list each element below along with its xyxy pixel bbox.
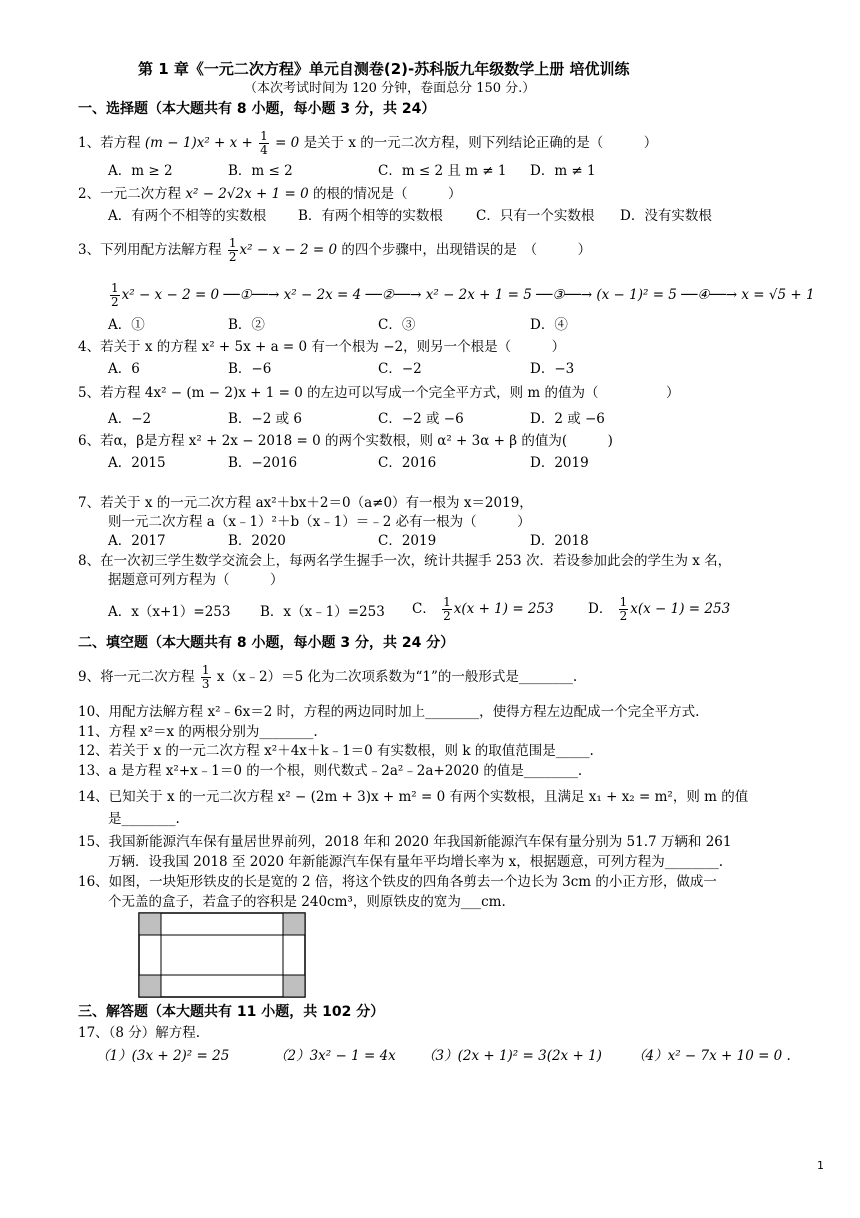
q2-equation: x² − 2√2x + 1 = 0 bbox=[185, 186, 309, 202]
question-5: 5、若方程 4x² − (m − 2)x + 1 = 0 的左边可以写成一个完全平方式，则 m 的值为（ ） bbox=[78, 385, 680, 401]
q1-option-d[interactable]: D．m ≠ 1 bbox=[530, 163, 596, 179]
question-3 bbox=[78, 237, 591, 264]
q3-option-d[interactable]: D．④ bbox=[530, 317, 568, 333]
q2-suffix: 的根的情况是（ ） bbox=[312, 186, 462, 202]
question-8-line-2: 据题意可列方程为（ ） bbox=[108, 572, 284, 588]
question-6: 6、若α，β是方程 x² + 2x − 2018 = 0 的两个实数根，则 α² + 3α + β 的值为( ) bbox=[78, 433, 613, 449]
q9-fraction: $\frac{1}{3}$ bbox=[201, 663, 210, 691]
q9-suffix: x（x﹣2）＝5 化为二次项系数为“1”的一般形式是________. bbox=[216, 669, 578, 685]
q17-part-4: （4）x² − 7x + 10 = 0 . bbox=[632, 1048, 791, 1064]
q7-option-b[interactable]: B．2020 bbox=[228, 533, 286, 549]
q2-option-c[interactable]: C．只有一个实数根 bbox=[476, 208, 595, 224]
q4-option-b[interactable]: B．−6 bbox=[228, 361, 272, 377]
q3-equation: $\frac{1}{2}$ x² − x − 2 = 0 bbox=[228, 236, 338, 264]
q8-option-c[interactable] bbox=[412, 596, 554, 623]
q8-option-d-label: D． bbox=[588, 601, 613, 617]
sheet-outline bbox=[139, 913, 305, 997]
section-heading-fill: 二、填空题（本大题共有 8 小题，每小题 3 分，共 24 分） bbox=[78, 635, 455, 651]
q6-option-a[interactable]: A．2015 bbox=[108, 455, 166, 471]
q1-option-c[interactable]: C．m ≤ 2 且 m ≠ 1 bbox=[378, 163, 507, 179]
question-4: 4、若关于 x 的方程 x² + 5x + a = 0 有一个根为 −2，则另一个根是（ ） bbox=[78, 339, 566, 355]
q2-option-b[interactable]: B．有两个相等的实数根 bbox=[298, 208, 443, 224]
question-16-line-1: 16、如图，一块矩形铁皮的长是宽的 2 倍，将这个铁皮的四角各剪去一个边长为 3cm 的小正方形，做成一 bbox=[78, 874, 717, 890]
section-heading-solve: 三、解答题（本大题共有 11 小题，共 102 分） bbox=[78, 1004, 385, 1020]
q16-sheet-figure bbox=[138, 912, 306, 998]
q2-option-a[interactable]: A．有两个不相等的实数根 bbox=[108, 208, 267, 224]
q2-prefix: 2、一元二次方程 bbox=[78, 186, 182, 202]
question-12: 12、若关于 x 的一元二次方程 x²＋4x＋k﹣1＝0 有实数根，则 k 的取值范围是_____. bbox=[78, 743, 594, 759]
question-9 bbox=[78, 664, 577, 691]
q6-option-b[interactable]: B．−2016 bbox=[228, 455, 298, 471]
q3-suffix: 的四个步骤中，出现错误的是 （ ） bbox=[341, 242, 592, 258]
question-7-line-1: 7、若关于 x 的一元二次方程 ax²＋bx＋2＝0（a≠0）有一根为 x＝2019， bbox=[78, 495, 533, 511]
q17-part-2: （2）3x² − 1 = 4x bbox=[274, 1048, 396, 1064]
question-14-line-1: 14、已知关于 x 的一元二次方程 x² − (2m + 3)x + m² = 0 有两个实数根，且满足 x₁ + x₂ = m²，则 m 的值 bbox=[78, 789, 749, 805]
q8-option-a[interactable]: A．x（x+1）=253 bbox=[108, 604, 231, 620]
q8-option-b[interactable]: B．x（x﹣1）=253 bbox=[260, 604, 385, 620]
question-8-line-1: 8、在一次初三学生数学交流会上，每两名学生握手一次，统计共握手 253 次．若设参加此会的学生为 x 名， bbox=[78, 553, 732, 569]
section-heading-choice: 一、选择题（本大题共有 8 小题，每小题 3 分，共 24） bbox=[78, 101, 436, 117]
q5-option-c[interactable]: C．−2 或 −6 bbox=[378, 411, 464, 427]
q2-option-d[interactable]: D．没有实数根 bbox=[620, 208, 712, 224]
question-11: 11、方程 x²＝x 的两根分别为________. bbox=[78, 724, 318, 740]
question-17-heading: 17、（8 分）解方程. bbox=[78, 1025, 201, 1041]
q4-option-c[interactable]: C．−2 bbox=[378, 361, 422, 377]
corner-square-bottom-right bbox=[283, 975, 305, 997]
q3-option-c[interactable]: C．③ bbox=[378, 317, 416, 333]
q1-prefix: 1、若方程 bbox=[78, 135, 141, 151]
question-15-line-2: 万辆．设我国 2018 至 2020 年新能源汽车保有量年平均增长率为 x，根据题意，可列方程为________. bbox=[108, 854, 724, 870]
corner-square-top-right bbox=[283, 913, 305, 935]
question-7-line-2: 则一元二次方程 a（x﹣1）²＋b（x﹣1）＝﹣2 必有一根为（ ） bbox=[108, 514, 531, 530]
document-title: 第 1 章《一元二次方程》单元自测卷(2)-苏科版九年级数学上册 培优训练 bbox=[138, 60, 630, 78]
q6-option-d[interactable]: D．2019 bbox=[530, 455, 589, 471]
q3-option-a[interactable]: A．① bbox=[108, 317, 145, 333]
q6-option-c[interactable]: C．2016 bbox=[378, 455, 437, 471]
question-2 bbox=[78, 185, 461, 203]
q5-option-d[interactable]: D．2 或 −6 bbox=[530, 411, 605, 427]
q1-equation: (m − 1)x² + x + $\frac{1}{4}$ = 0 bbox=[144, 129, 300, 157]
q17-part-3: （3）(2x + 1)² = 3(2x + 1) bbox=[422, 1048, 602, 1064]
q3-steps-text: x² − x − 2 = 0 ──①──→ x² − 2x = 4 ──②──→ x² − 2x + 1 = 5 ──③──→ (x − 1)² = 5 ──④──→ x = √5 + 1 bbox=[121, 287, 815, 303]
q8-option-c-equation: $\frac{1}{2}$ x(x + 1) = 253 bbox=[443, 595, 554, 623]
document-subtitle: （本次考试时间为 120 分钟，卷面总分 150 分.） bbox=[244, 81, 536, 96]
q5-option-b[interactable]: B．−2 或 6 bbox=[228, 411, 302, 427]
q4-option-d[interactable]: D．−3 bbox=[530, 361, 575, 377]
q9-prefix: 9、将一元二次方程 bbox=[78, 669, 195, 685]
corner-square-top-left bbox=[139, 913, 161, 935]
q8-option-d[interactable] bbox=[588, 596, 730, 623]
q3-steps: $\frac{1}{2}$ x² − x − 2 = 0 ──①──→ x² − 2x = 4 ──②──→ x² − 2x + 1 = 5 ──③──→ (x − 1)² = 5 ──④──→ x = √5 + 1 bbox=[111, 281, 815, 309]
question-15-line-1: 15、我国新能源汽车保有量居世界前列，2018 年和 2020 年我国新能源汽车保有量分别为 51.7 万辆和 261 bbox=[78, 834, 732, 850]
q1-option-b[interactable]: B．m ≤ 2 bbox=[228, 163, 293, 179]
q4-option-a[interactable]: A．6 bbox=[108, 361, 140, 377]
q8-option-c-label: C． bbox=[412, 601, 436, 617]
question-10: 10、用配方法解方程 x²﹣6x＝2 时，方程的两边同时加上________，使得方程左边配成一个完全平方式. bbox=[78, 704, 700, 720]
question-16-line-2: 个无盖的盒子，若盒子的容积是 240cm³，则原铁皮的宽为___cm. bbox=[108, 894, 506, 910]
q5-option-a[interactable]: A．−2 bbox=[108, 411, 152, 427]
question-13: 13、a 是方程 x²+x﹣1＝0 的一个根，则代数式﹣2a²﹣2a+2020 的值是________. bbox=[78, 763, 583, 779]
q7-option-c[interactable]: C．2019 bbox=[378, 533, 437, 549]
question-14-line-2: 是________. bbox=[108, 811, 180, 827]
corner-square-bottom-left bbox=[139, 975, 161, 997]
q17-part-1: （1）(3x + 2)² = 25 bbox=[96, 1048, 230, 1064]
q7-option-d[interactable]: D．2018 bbox=[530, 533, 589, 549]
q7-option-a[interactable]: A．2017 bbox=[108, 533, 166, 549]
q1-option-a[interactable]: A．m ≥ 2 bbox=[108, 163, 173, 179]
q1-suffix: 是关于 x 的一元二次方程，则下列结论正确的是（ ） bbox=[303, 135, 658, 151]
q3-option-b[interactable]: B．② bbox=[228, 317, 265, 333]
question-1 bbox=[78, 130, 657, 157]
page-number: 1 bbox=[817, 1159, 824, 1172]
q8-option-d-equation: $\frac{1}{2}$ x(x − 1) = 253 bbox=[619, 595, 731, 623]
q3-prefix: 3、下列用配方法解方程 bbox=[78, 242, 222, 258]
